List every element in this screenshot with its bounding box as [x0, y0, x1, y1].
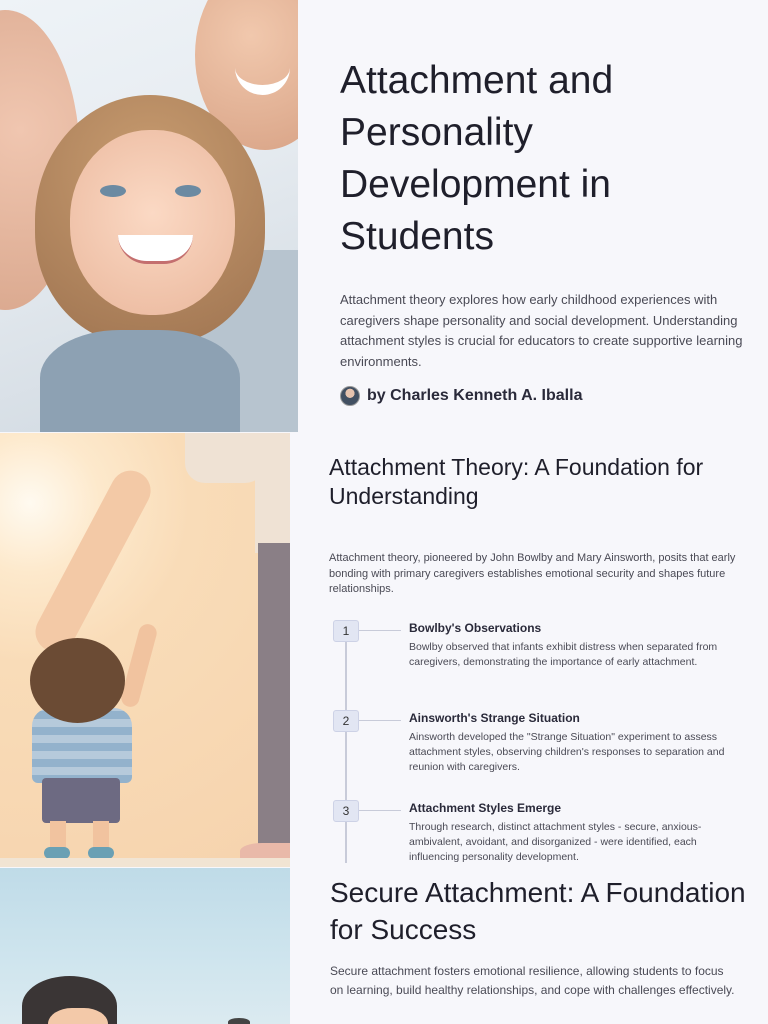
step-heading: Ainsworth's Strange Situation — [409, 711, 580, 725]
section-description: Secure attachment fosters emotional resilience, allowing students to focus on learning, build healthy relationships, and cope with challenges effectively. — [330, 964, 735, 997]
child-with-parents-photo — [0, 0, 298, 432]
secure-attachment-slide — [0, 868, 768, 1024]
step-number-badge: 1 — [333, 620, 359, 642]
presentation-title: Attachment and Personality Development in Students — [340, 59, 614, 258]
author-avatar — [340, 386, 360, 406]
author-byline — [340, 386, 582, 406]
section-title: Secure Attachment: A Foundation for Success — [330, 877, 746, 945]
step-body: Ainsworth developed the "Strange Situation" experiment to assess attachment styles, observing children's responses to separation and reunion with caregivers. — [409, 731, 725, 773]
cartoon-child-illustration — [0, 868, 290, 1024]
child-holding-hand-illustration — [0, 433, 290, 867]
step-number-badge: 3 — [333, 800, 359, 822]
step-body: Bowlby observed that infants exhibit distress when separated from caregivers, demonstrating the importance of early attachment. — [409, 641, 718, 668]
section-description: Attachment theory, pioneered by John Bowlby and Mary Ainsworth, posits that early bonding with primary caregivers establishes emotional security and shapes future relationships. — [329, 552, 736, 595]
timeline-line — [345, 628, 347, 863]
section-title: Attachment Theory: A Foundation for Understanding — [329, 454, 704, 509]
step-heading: Attachment Styles Emerge — [409, 801, 562, 815]
author-name: by Charles Kenneth A. Iballa — [367, 387, 583, 404]
title-slide — [0, 0, 768, 432]
step-number-badge: 2 — [333, 710, 359, 732]
step-heading: Bowlby's Observations — [409, 621, 542, 635]
intro-description: Attachment theory explores how early childhood experiences with caregivers shape personality and social development. Understanding attachment styles is crucial for educators to create supportive learning environments. — [340, 292, 743, 369]
step-body: Through research, distinct attachment styles - secure, anxious-ambivalent, avoidant, and disorganized - were identified, each influencing personality development. — [409, 821, 702, 863]
attachment-theory-slide — [0, 433, 768, 867]
